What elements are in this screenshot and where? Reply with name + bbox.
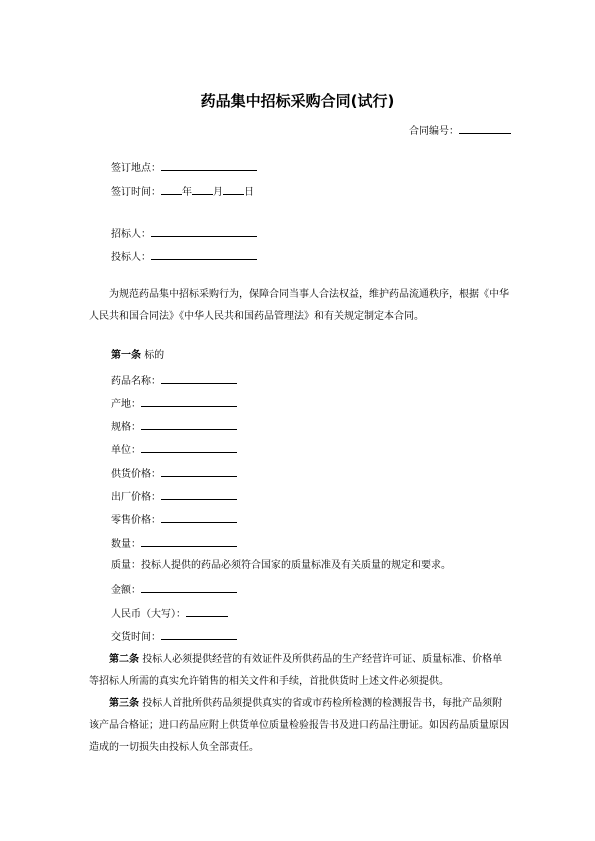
field-label: 交货时间： (111, 632, 161, 643)
field-factory-price (111, 489, 237, 505)
field-blank[interactable] (141, 442, 237, 453)
field-blank[interactable] (141, 582, 237, 593)
field-label: 单位： (111, 445, 141, 456)
field-blank[interactable] (161, 629, 237, 640)
bidder-blank[interactable] (151, 249, 257, 260)
year-label: 年 (182, 187, 192, 198)
field-label: 金额： (111, 585, 141, 596)
field-rmb-uppercase (111, 606, 228, 622)
preamble-paragraph: 为规范药品集中招标采购行为，保障合同当事人合法权益，维护药品流通秩序，根据《中华人民共和国合同法》《中华人民共和国药品管理法》和有关规定制定本合同。 (89, 289, 509, 322)
month-blank[interactable] (192, 184, 213, 195)
article1-number: 第一条 (111, 350, 141, 361)
field-label: 人民币（大写）： (111, 609, 186, 620)
tenderer-label: 招标人： (111, 229, 151, 240)
article2-text: 投标人必须提供经营的有效证件及所供药品的生产经营许可证、质量标准、价格单等招标人所需的真实允许销售的相关文件和手续，首批供货时上述文件必须提供。 (89, 654, 503, 687)
sign-place-line (111, 160, 257, 176)
article3-number: 第三条 (109, 698, 139, 709)
field-blank[interactable] (141, 536, 237, 547)
field-drug-name (111, 373, 237, 389)
quality-clause: 质量：投标人提供的药品必须符合国家的质量标准及有关质量的规定和要求。 (111, 560, 451, 571)
tenderer-blank[interactable] (151, 226, 257, 237)
field-label: 零售价格： (111, 515, 161, 526)
field-label: 规格： (111, 422, 141, 433)
field-label: 药品名称： (111, 376, 161, 387)
tenderer-line (111, 226, 257, 242)
day-blank[interactable] (223, 184, 244, 195)
sign-place-blank[interactable] (161, 160, 257, 171)
contract-number-label: 合同编号： (409, 126, 459, 137)
field-label: 数量： (111, 539, 141, 550)
sign-place-label: 签订地点： (111, 163, 161, 174)
document-title: 药品集中招标采购合同(试行) (200, 92, 395, 110)
field-blank[interactable] (161, 489, 237, 500)
field-origin (111, 396, 237, 412)
article3-paragraph (89, 693, 509, 759)
year-blank[interactable] (161, 184, 182, 195)
field-blank[interactable] (141, 419, 237, 430)
field-label: 供货价格： (111, 469, 161, 480)
day-label: 日 (244, 187, 254, 198)
contract-number-line (409, 123, 511, 139)
article1-heading (111, 349, 164, 363)
field-label: 出厂价格： (111, 492, 161, 503)
contract-number-blank[interactable] (459, 123, 511, 134)
field-blank[interactable] (186, 606, 228, 617)
field-spec (111, 419, 237, 435)
field-blank[interactable] (161, 466, 237, 477)
field-blank[interactable] (141, 396, 237, 407)
field-unit (111, 442, 237, 458)
field-blank[interactable] (161, 373, 237, 384)
field-amount (111, 582, 237, 598)
bidder-line (111, 249, 257, 265)
field-label: 产地： (111, 399, 141, 410)
field-retail-price (111, 512, 237, 528)
sign-time-label: 签订时间： (111, 187, 161, 198)
article3-text: 投标人首批所供药品须提供真实的省或市药检所检测的检测报告书，每批产品须附该产品合格证；进口药品应附上供货单位质量检验报告书及进口药品注册证。如因药品质量原因造成的一切损失由投标人负全部责任。 (89, 698, 509, 753)
bidder-label: 投标人： (111, 252, 151, 263)
article2-number: 第二条 (109, 654, 139, 665)
month-label: 月 (213, 187, 223, 198)
field-blank[interactable] (161, 512, 237, 523)
field-quantity (111, 536, 237, 552)
article2-paragraph (89, 649, 509, 693)
field-delivery-time (111, 629, 237, 645)
field-supply-price (111, 466, 237, 482)
article1-subject: 标的 (144, 350, 165, 361)
sign-time-line (111, 184, 254, 200)
